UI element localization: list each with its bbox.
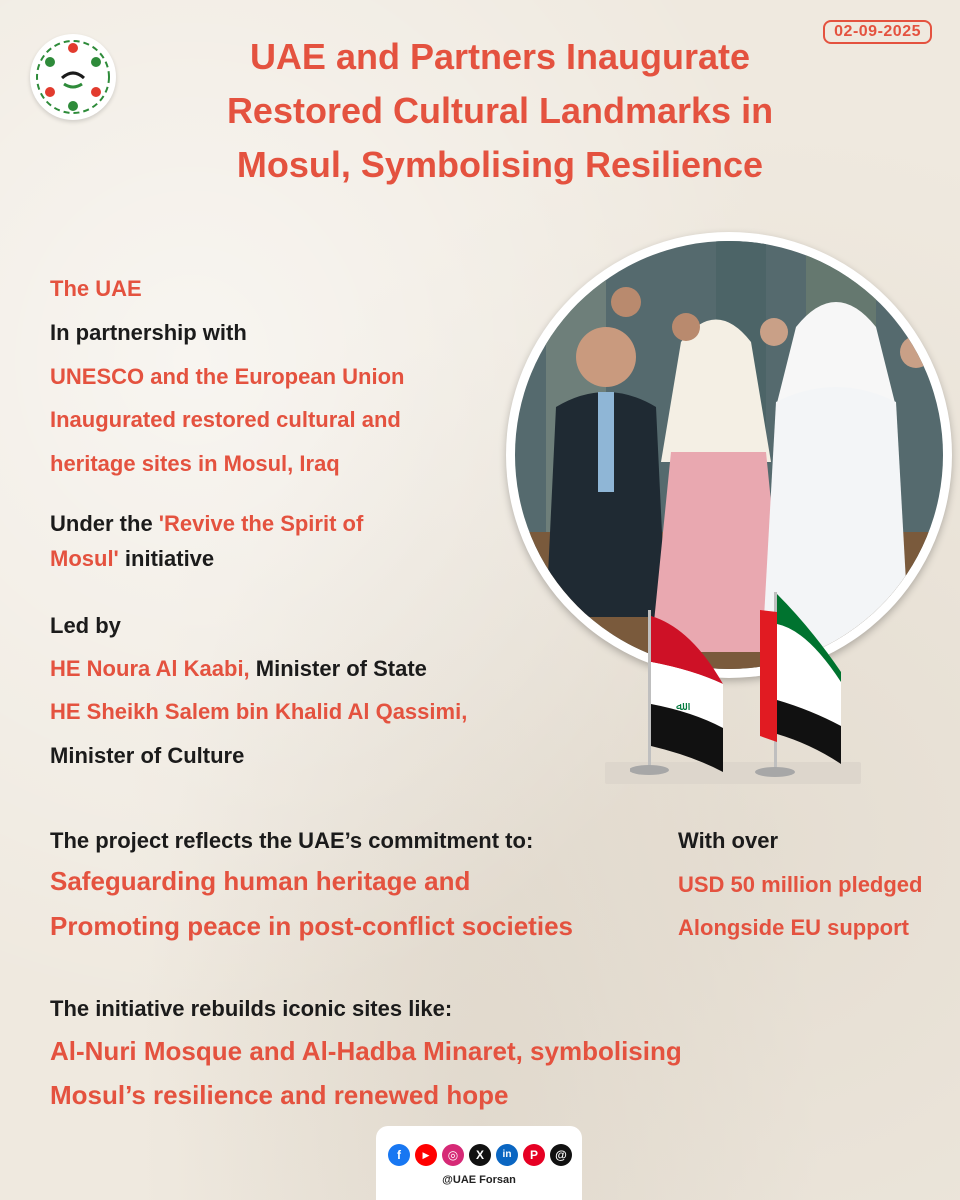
initiative-suffix: initiative	[118, 546, 215, 571]
led-by-label: Led by	[50, 613, 121, 638]
logo-emblem-icon	[30, 34, 116, 120]
person1-name: HE Noura Al Kaabi,	[50, 656, 250, 681]
commitment-heading: The project reflects the UAE’s commitment to:	[50, 828, 534, 853]
intro-location: heritage sites in Mosul, Iraq	[50, 451, 340, 476]
forsan-logo	[30, 34, 116, 120]
instagram-icon[interactable]: ◎	[442, 1144, 464, 1166]
x-icon[interactable]: X	[469, 1144, 491, 1166]
sites-line-2: Mosul’s resilience and renewed hope	[50, 1080, 509, 1110]
svg-text:ﷲ: ﷲ	[676, 699, 684, 713]
intro-uae: The UAE	[50, 276, 142, 301]
initiative-name-part2: Mosul'	[50, 546, 119, 571]
initiative-name-part1: 'Revive the Spirit of	[158, 511, 364, 536]
initiative-prefix: Under the	[50, 511, 159, 536]
initiative-line-1	[50, 511, 363, 537]
date-badge: 02-09-2025	[823, 20, 932, 44]
page-title	[150, 30, 850, 192]
social-handle: @UAE Forsan	[442, 1174, 516, 1186]
title-line-2: Restored Cultural Landmarks in	[226, 90, 774, 131]
iraq-flag-icon	[630, 610, 730, 780]
person1-role: Minister of State	[249, 656, 427, 681]
title-line-1: UAE and Partners Inaugurate	[249, 36, 751, 77]
funding-line-3: Alongside EU support	[678, 915, 909, 940]
youtube-icon[interactable]: ▶	[415, 1144, 437, 1166]
commitment-item-2: Promoting peace in post-conflict societies	[50, 911, 573, 941]
person2-role: Minister of Culture	[50, 743, 245, 768]
uae-flag-icon	[752, 592, 852, 782]
funding-line-2: USD 50 million pledged	[678, 872, 923, 897]
sites-heading: The initiative rebuilds iconic sites like:	[50, 996, 453, 1021]
led-by-person-1	[50, 656, 427, 682]
initiative-line-2	[50, 546, 214, 572]
linkedin-icon[interactable]: in	[496, 1144, 518, 1166]
pinterest-icon[interactable]: P	[523, 1144, 545, 1166]
social-footer	[376, 1126, 582, 1200]
threads-icon[interactable]: @	[550, 1144, 572, 1166]
funding-line-1: With over	[678, 828, 779, 853]
intro-inaugurated: Inaugurated restored cultural and	[50, 407, 401, 432]
title-line-3: Mosul, Symbolising Resilience	[236, 144, 764, 185]
intro-partners: UNESCO and the European Union	[50, 364, 405, 389]
intro-partnership: In partnership with	[50, 320, 247, 345]
commitment-item-1: Safeguarding human heritage and	[50, 866, 471, 896]
facebook-icon[interactable]: f	[388, 1144, 410, 1166]
person2-name: HE Sheikh Salem bin Khalid Al Qassimi,	[50, 699, 468, 724]
sites-line-1: Al-Nuri Mosque and Al-Hadba Minaret, symbolising	[50, 1036, 682, 1066]
